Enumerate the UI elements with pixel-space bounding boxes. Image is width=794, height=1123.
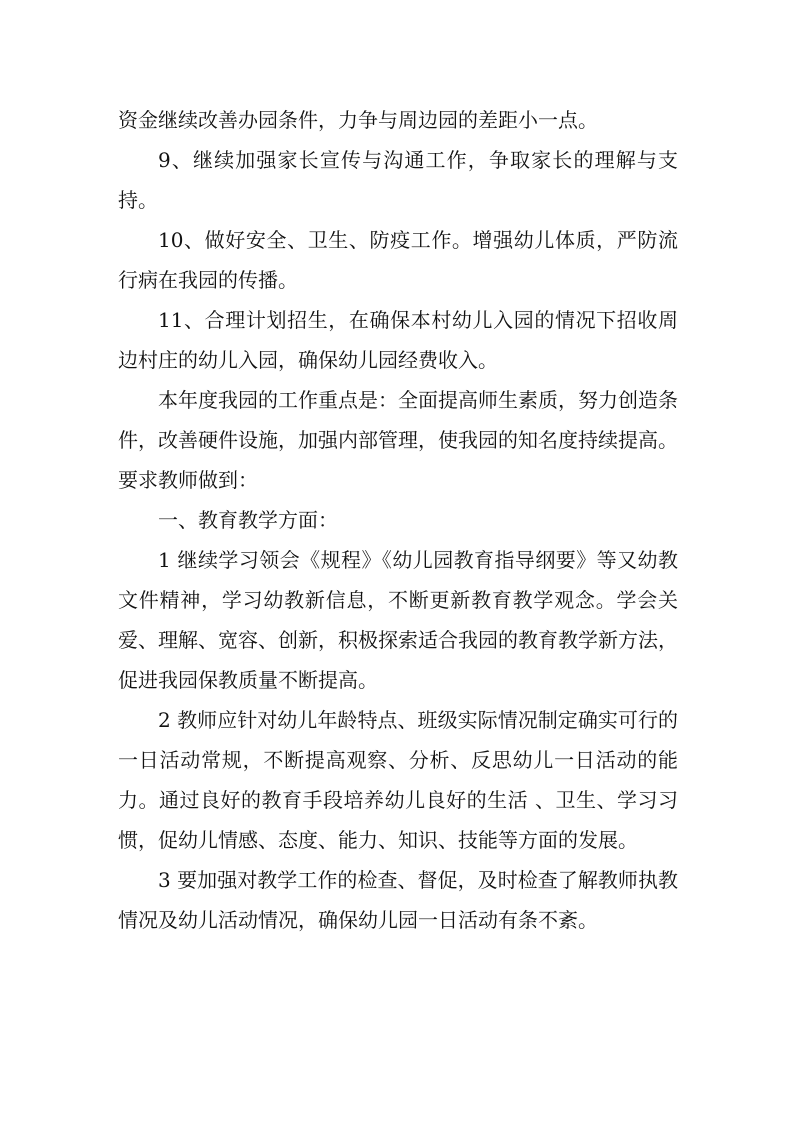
document-body bbox=[118, 100, 678, 940]
paragraph-3: 10、做好安全、卫生、防疫工作。增强幼儿体质，严防流行病在我园的传播。 bbox=[118, 228, 678, 292]
paragraph-5: 本年度我园的工作重点是：全面提高师生素质，努力创造条件，改善硬件设施，加强内部管理，使我园的知名度持续提高。要求教师做到： bbox=[118, 388, 678, 492]
paragraph-1: 资金继续改善办园条件，力争与周边园的差距小一点。 bbox=[118, 108, 598, 132]
section-heading: 一、教育教学方面： bbox=[158, 508, 338, 532]
paragraph-9: 3 要加强对教学工作的检查、督促，及时检查了解教师执教情况及幼儿活动情况，确保幼儿园一日活动有条不紊。 bbox=[118, 868, 678, 932]
paragraph-4: 11、合理计划招生，在确保本村幼儿入园的情况下招收周边村庄的幼儿入园，确保幼儿园经费收入。 bbox=[118, 308, 678, 372]
paragraph-2: 9、继续加强家长宣传与沟通工作，争取家长的理解与支持。 bbox=[118, 148, 678, 212]
paragraph-8: 2 教师应针对幼儿年龄特点、班级实际情况制定确实可行的一日活动常规，不断提高观察、分析、反思幼儿一日活动的能力。通过良好的教育手段培养幼儿良好的生活 、卫生、学习习惯，促幼儿情感、态度、能力、知识、技能等方面的发展。 bbox=[118, 708, 678, 852]
paragraph-7: 1 继续学习领会《规程》《幼儿园教育指导纲要》等又幼教文件精神，学习幼教新信息，不断更新教育教学观念。学会关爱、理解、宽容、创新，积极探索适合我园的教育教学新方法，促进我园保教质量不断提高。 bbox=[118, 548, 678, 692]
